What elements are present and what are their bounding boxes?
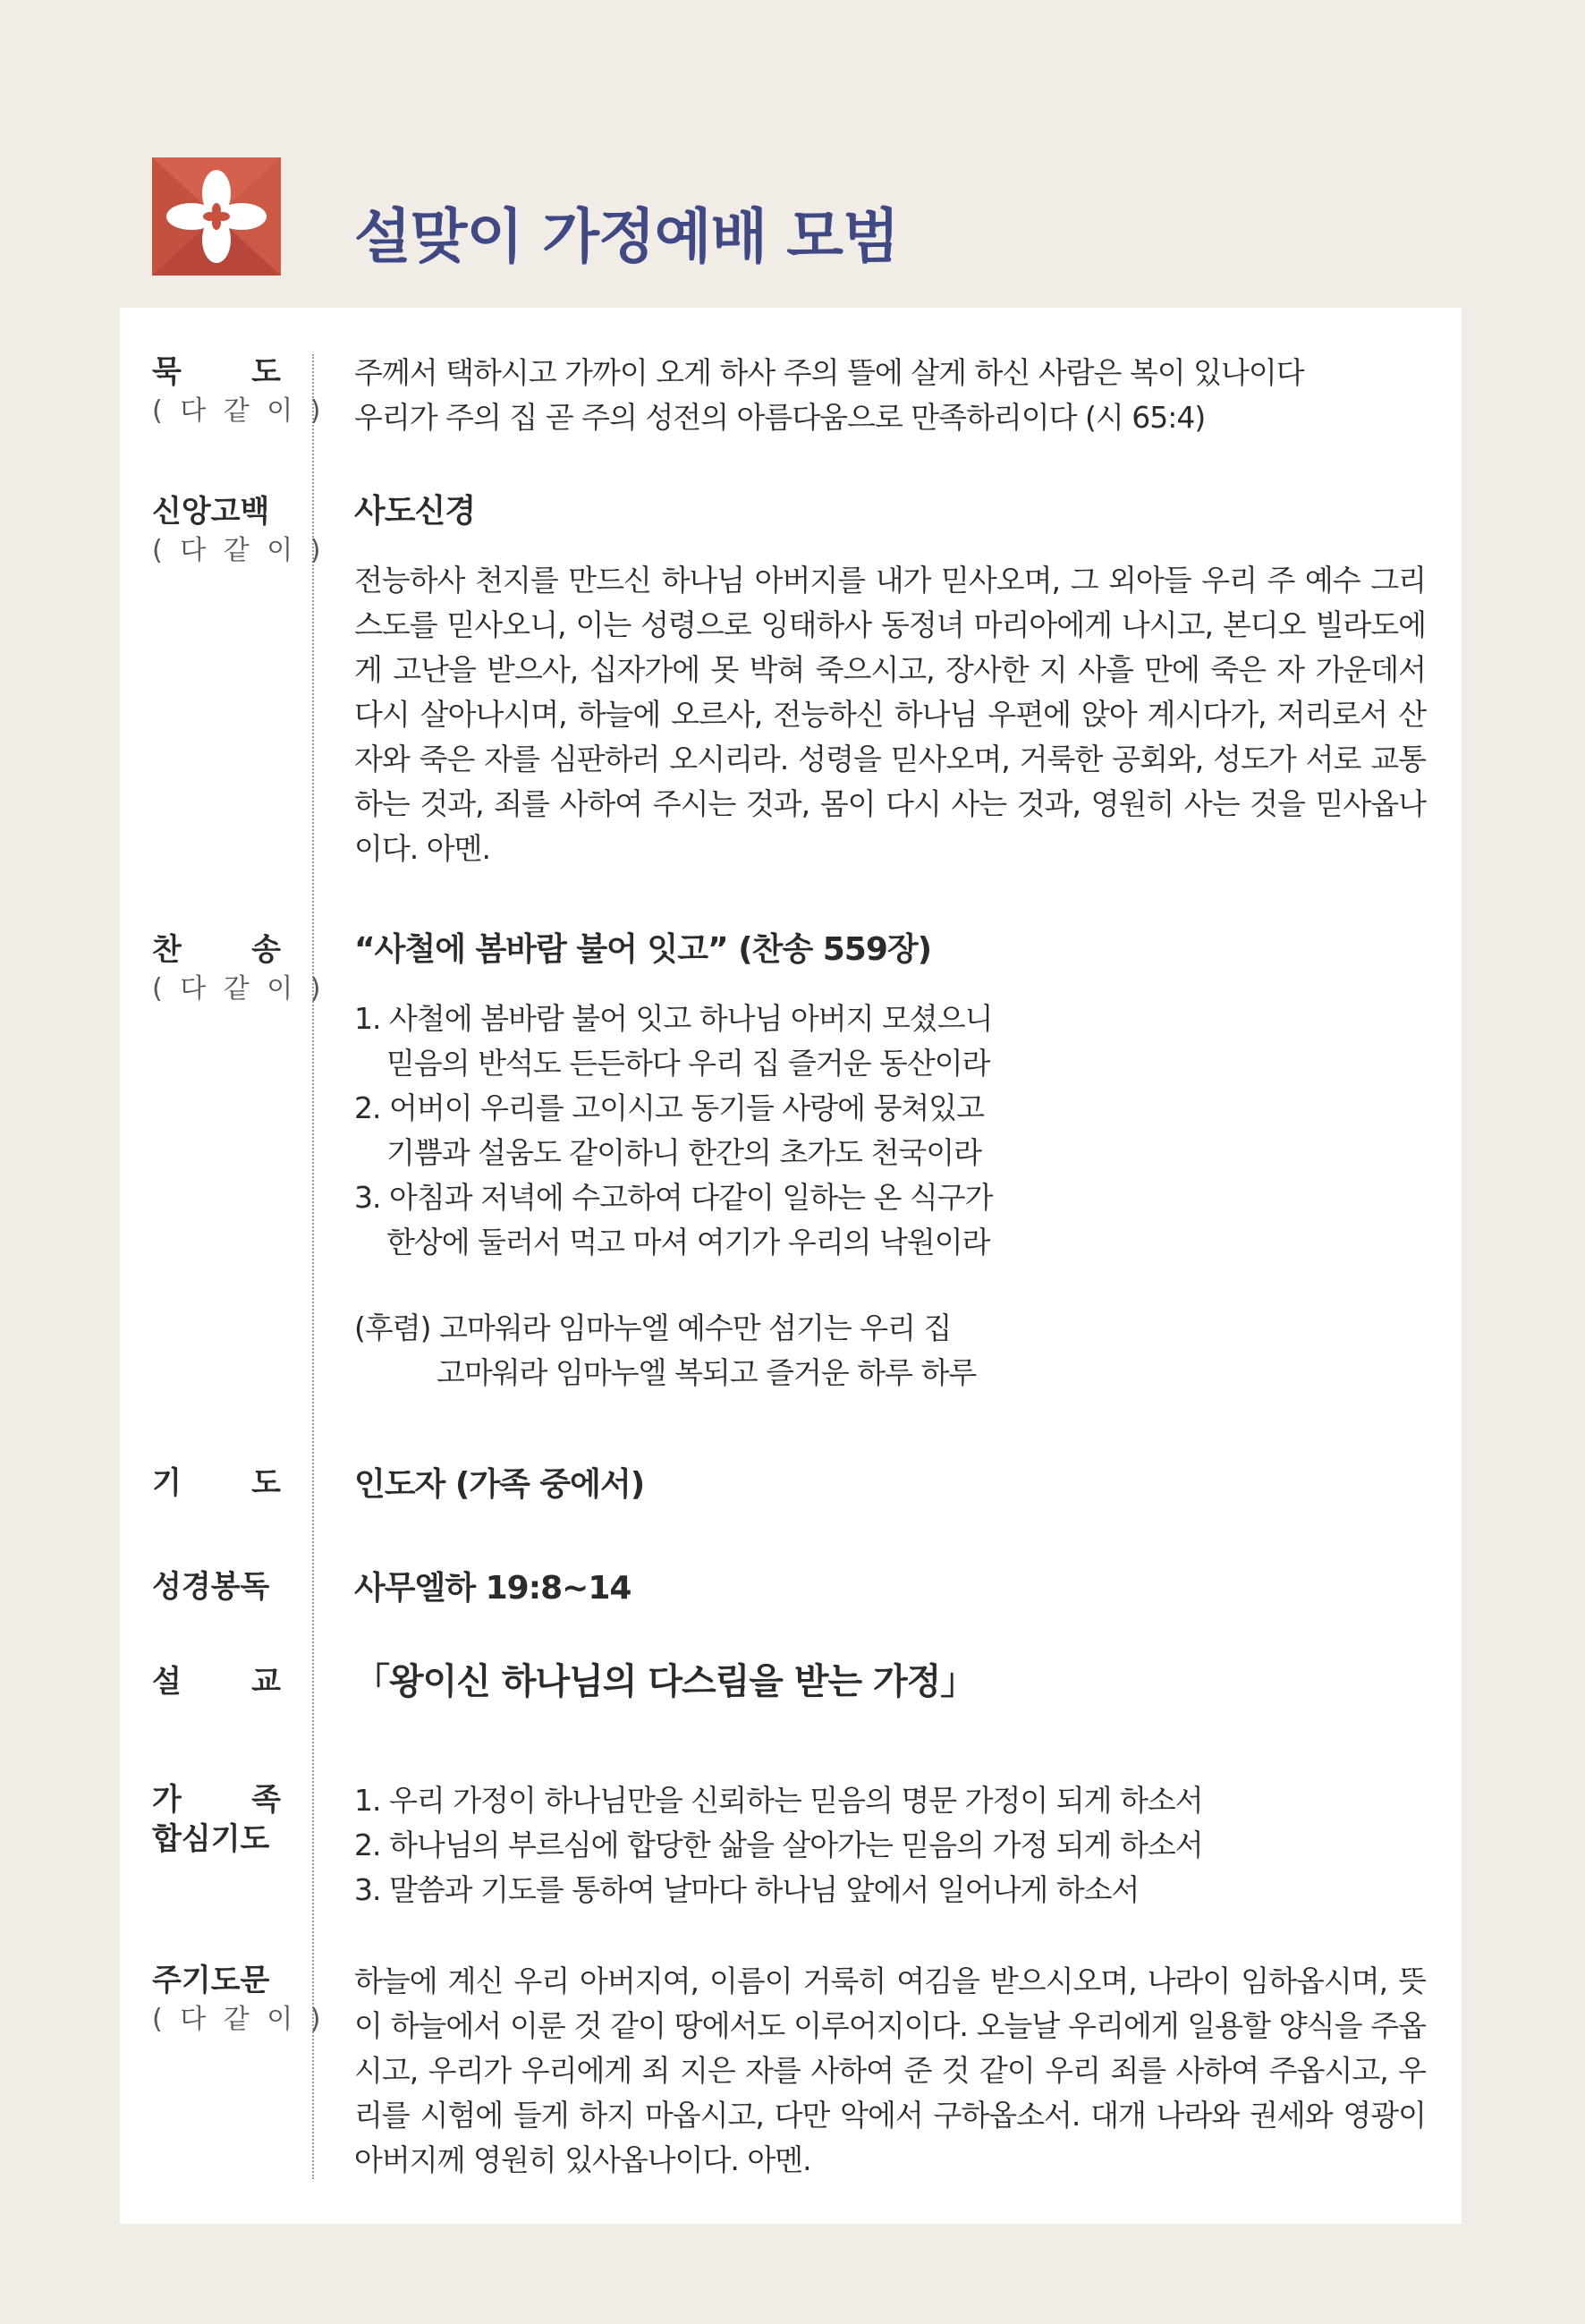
family-prayer-item: 1. 우리 가정이 하나님만을 신뢰하는 믿음의 명문 가정이 되게 하소서 [354,1783,1203,1818]
hymn-content [354,927,1426,1395]
label-lords-prayer: 주기도문 ( 다 같 이 ) [152,1961,281,2040]
sermon-title: 「왕이신 하나님의 다스림을 받는 가정」 [354,1661,976,1702]
label-sub: ( 다 같 이 ) [152,973,326,1005]
reading-heading: 사무엘하 19:8~14 [354,1570,631,1607]
label-reading: 성경봉독 [152,1569,270,1605]
label-sub: ( 다 같 이 ) [152,535,326,566]
hymn-verse-line: 1. 사철에 봄바람 불어 잇고 하나님 아버지 모셨으니 [354,1001,993,1036]
mukdo-text: 주께서 택하시고 가까이 오게 하사 주의 뜰에 살게 하신 사람은 복이 있나이다 우리가 주의 집 곧 주의 성전의 아름다움으로 만족하리이다 (시 65:4) [354,355,1304,435]
reading-content [354,1565,1426,1612]
hymn-verse-line: 기쁨과 설움도 같이하니 한간의 초가도 천국이라 [386,1135,982,1170]
label-creed: 신앙고백 ( 다 같 이 ) [152,492,281,571]
family-prayer-content [354,1778,1426,1913]
hymn-verse-line: 3. 아침과 저녁에 수고하여 다같이 일하는 온 식구가 [354,1180,993,1215]
hymn-refrain-line: (후렴) 고마워라 임마누엘 예수만 섬기는 우리 집 [354,1310,952,1345]
sermon-content [354,1658,1426,1705]
lords-prayer-body: 하늘에 계신 우리 아버지여, 이름이 거룩히 여김을 받으시오며, 나라이 임하옵시며, 뜻이 하늘에서 이룬 것 같이 땅에서도 이루어지이다. 오늘날 우리에게 일용할 양식을 주옵시고, 우리가 우리에게 죄 지은 자를 사하여 준 것 같이 우리 죄를 사하여 주옵시고, 우리를 시험에 들게 하지 마옵시고, 다만 악에서 구하옵소서. 대개 나라와 권세와 영광이 아버지께 영원히 있사옵나이다. 아멘. [354,1964,1426,2177]
flower-icon [152,157,281,276]
label-sub: ( 다 같 이 ) [152,2004,326,2035]
hymn-refrain-line: 고마워라 임마누엘 복되고 즐거운 하루 하루 [437,1355,977,1390]
label-mukdo: 묵 도 ( 다 같 이 ) [152,352,281,431]
label-family-prayer: 가 족 합심기도 [152,1782,281,1857]
prayer-content [354,1462,1426,1508]
label-prayer: 기 도 [152,1465,281,1501]
creed-body: 전능하사 천지를 만드신 하나님 아버지를 내가 믿사오며, 그 외아들 우리 주 예수 그리스도를 믿사오니, 이는 성령으로 잉태하사 동정녀 마리아에게 나시고, 본디오 빌라도에게 고난을 받으사, 십자가에 못 박혀 죽으시고, 장사한 지 사흘 만에 죽은 자 가운데서 다시 살아나시며, 하늘에 오르사, 전능하신 하나님 우편에 앉아 계시다가, 저리로서 산 자와 죽은 자를 심판하러 오시리라. 성령을 믿사오며, 거룩한 공회와, 성도가 서로 교통하는 것과, 죄를 사하여 주시는 것과, 몸이 다시 사는 것과, 영원히 사는 것을 믿사옵나이다. 아멘. [354,563,1426,866]
prayer-heading: 인도자 (가족 중에서) [354,1466,645,1503]
hymn-verse-line: 한상에 둘러서 먹고 마셔 여기가 우리의 낙원이라 [386,1225,990,1260]
page-title: 설맞이 가정예배 모범 [354,202,899,271]
creed-content [354,488,1426,871]
label-sermon: 설 교 [152,1664,281,1700]
hymn-verse-line: 믿음의 반석도 든든하다 우리 집 즐거운 동산이라 [386,1046,990,1081]
family-prayer-item: 2. 하나님의 부르심에 합당한 삶을 살아가는 믿음의 가정 되게 하소서 [354,1828,1203,1862]
hymn-heading: “사철에 봄바람 불어 잇고” (찬송 559장) [354,931,932,968]
label-sub: ( 다 같 이 ) [152,395,326,427]
family-prayer-item: 3. 말씀과 기도를 통하여 날마다 하나님 앞에서 일어나게 하소서 [354,1872,1140,1907]
creed-heading: 사도신경 [354,493,476,530]
hymn-verse-line: 2. 어버이 우리를 고이시고 동기들 사랑에 뭉쳐있고 [354,1090,984,1125]
dotted-divider [312,354,314,2179]
label-hymn: 찬 송 ( 다 같 이 ) [152,930,281,1009]
